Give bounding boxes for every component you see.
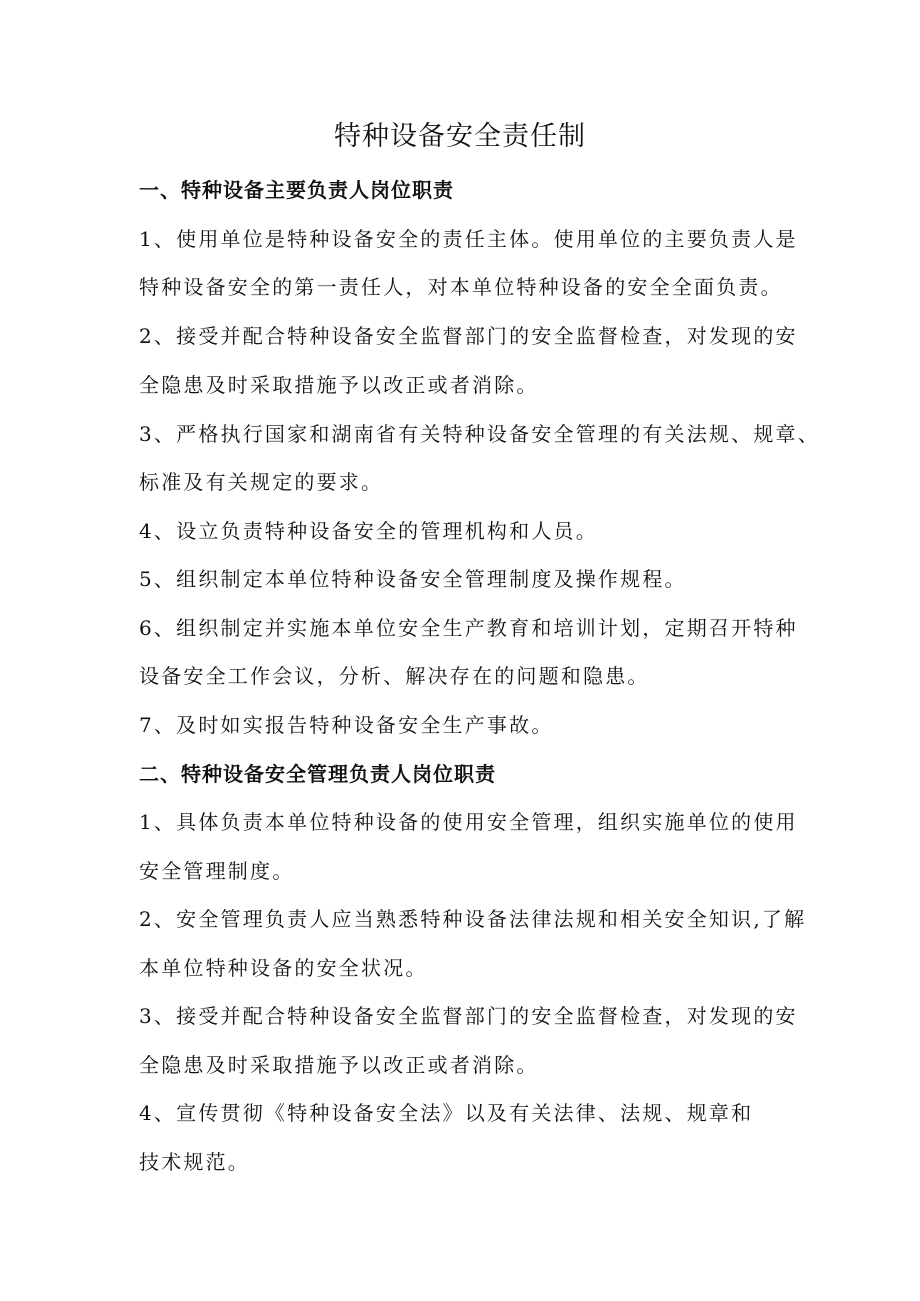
paragraph-line: 特种设备安全的第一责任人，对本单位特种设备的安全全面负责。: [139, 275, 783, 299]
paragraph-line: 本单位特种设备的安全状况。: [139, 956, 428, 980]
paragraph-line: 安全管理制度。: [139, 859, 295, 883]
paragraph-line: 6、组织制定并实施本单位安全生产教育和培训计划，定期召开特种: [139, 616, 798, 640]
paragraph-line: 设备安全工作会议，分析、解决存在的问题和隐患。: [139, 664, 650, 688]
paragraph-line: 全隐患及时采取措施予以改正或者消除。: [139, 1053, 539, 1077]
paragraph-line: 技术规范。: [139, 1150, 250, 1174]
paragraph-line: 4、宣传贯彻《特种设备安全法》以及有关法律、法规、规章和: [139, 1101, 754, 1125]
document-title: 特种设备安全责任制: [334, 121, 586, 152]
paragraph-line: 2、安全管理负责人应当熟悉特种设备法律法规和相关安全知识,了解: [139, 907, 807, 931]
section-heading-1: 一、特种设备主要负责人岗位职责: [139, 178, 454, 202]
paragraph-line: 3、严格执行国家和湖南省有关特种设备安全管理的有关法规、规章、: [139, 422, 820, 446]
paragraph-line: 全隐患及时采取措施予以改正或者消除。: [139, 373, 539, 397]
paragraph-line: 1、具体负责本单位特种设备的使用安全管理，组织实施单位的使用: [139, 810, 798, 834]
paragraph-line: 标准及有关规定的要求。: [139, 470, 384, 494]
paragraph-line: 5、组织制定本单位特种设备安全管理制度及操作规程。: [139, 567, 687, 591]
paragraph-line: 7、及时如实报告特种设备安全生产事故。: [139, 713, 554, 737]
section-heading-2: 二、特种设备安全管理负责人岗位职责: [139, 762, 496, 786]
paragraph-line: 2、接受并配合特种设备安全监督部门的安全监督检查，对发现的安: [139, 324, 798, 348]
paragraph-line: 4、设立负责特种设备安全的管理机构和人员。: [139, 519, 598, 543]
paragraph-line: 3、接受并配合特种设备安全监督部门的安全监督检查，对发现的安: [139, 1004, 798, 1028]
paragraph-line: 1、使用单位是特种设备安全的责任主体。使用单位的主要负责人是: [139, 227, 798, 251]
